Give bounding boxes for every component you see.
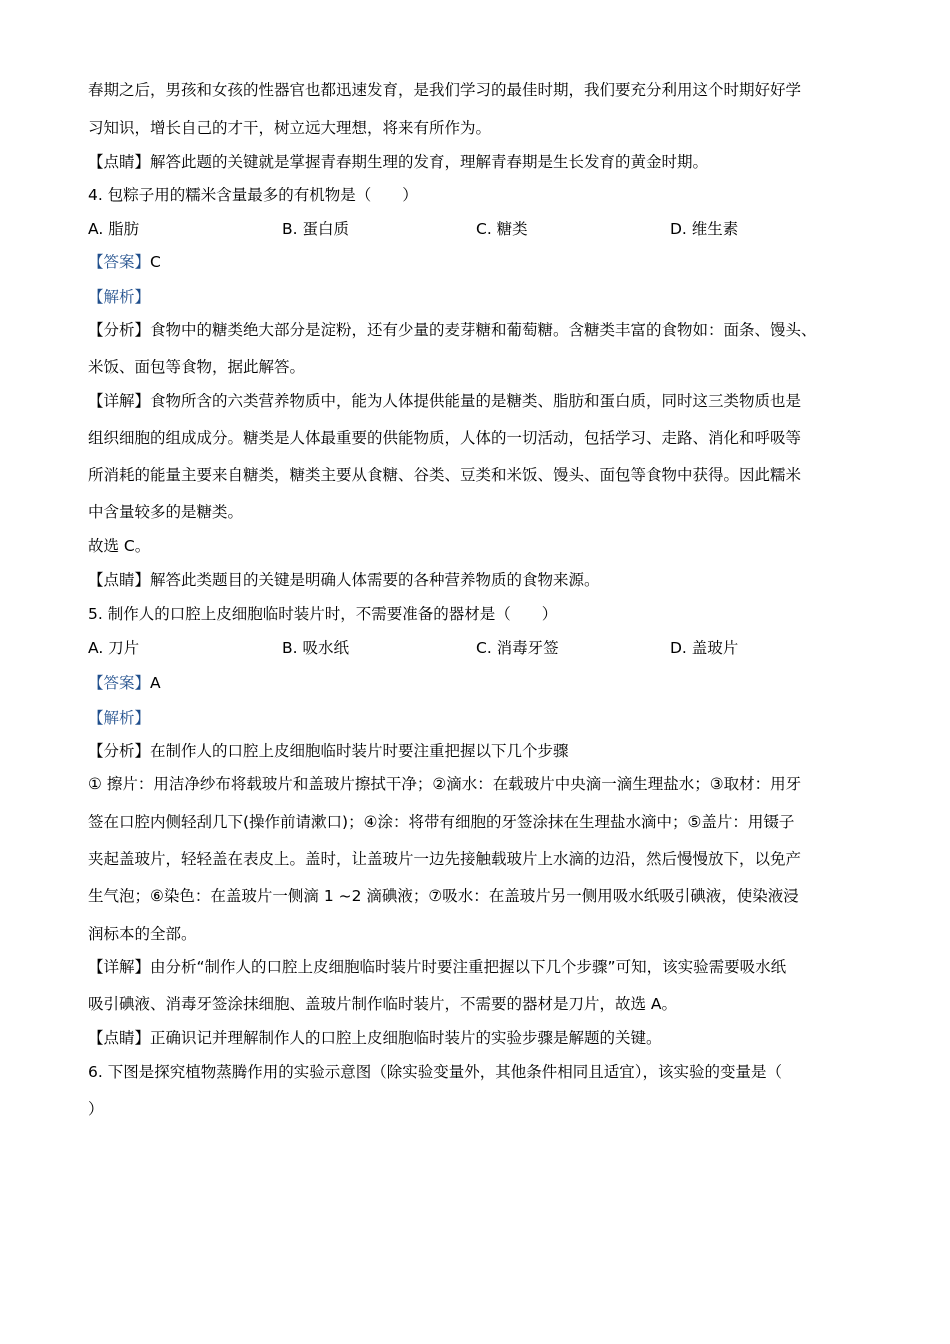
paragraph-line: 所消耗的能量主要来自糖类，糖类主要从食糖、谷类、豆类和米饭、馒头、面包等食物中获得。因此糯米 [88, 466, 802, 484]
q5-option-a: A. 刀片 [88, 639, 140, 657]
q4-option-b: B. 蛋白质 [282, 220, 349, 238]
fenxi-tag: 【分析】 [88, 321, 151, 339]
q5-dianjing: 【点睛】正确识记并理解制作人的口腔上皮细胞临时装片的实验步骤是解题的关键。 [88, 1029, 662, 1047]
paragraph-line: 米饭、面包等食物，据此解答。 [88, 358, 306, 376]
answer-tag: 【答案】 [88, 674, 151, 692]
q5-jiexi-tag: 【解析】 [88, 709, 151, 727]
answer-tag: 【答案】 [88, 253, 151, 271]
dianjing-tag: 【点睛】 [88, 153, 151, 171]
paragraph-line: 春期之后，男孩和女孩的性器官也都迅速发育，是我们学习的最佳时期，我们要充分利用这个时期好好学 [88, 81, 802, 99]
question-6-stem: 6. 下图是探究植物蒸腾作用的实验示意图（除实验变量外，其他条件相同且适宜），该实验的变量是（ [88, 1063, 782, 1081]
paragraph-line: 组织细胞的组成成分。糖类是人体最重要的供能物质，人体的一切活动，包括学习、走路、消化和呼吸等 [88, 429, 802, 447]
q4-jiexi-tag: 【解析】 [88, 288, 151, 306]
fenxi-tag: 【分析】 [88, 742, 151, 760]
q4-dianjing: 【点睛】解答此类题目的关键是明确人体需要的各种营养物质的食物来源。 [88, 571, 600, 589]
q4-fenxi: 【分析】食物中的糖类绝大部分是淀粉，还有少量的麦芽糖和葡萄糖。含糖类丰富的食物如：面条、馒头、 [88, 321, 817, 339]
xiangjie-tag: 【详解】 [88, 392, 151, 410]
q4-option-a: A. 脂肪 [88, 220, 140, 238]
paragraph-line: 吸引碘液、消毒牙签涂抹细胞、盖玻片制作临时装片，不需要的器材是刀片，故选 A。 [88, 995, 678, 1013]
q4-option-c: C. 糖类 [476, 220, 528, 238]
paragraph-line: 签在口腔内侧轻刮几下(操作前请漱口)；④涂：将带有细胞的牙签涂抹在生理盐水滴中；⑤盖片：用镊子 [88, 813, 795, 831]
q5-option-c: C. 消毒牙签 [476, 639, 559, 657]
q4-choice: 故选 C。 [88, 537, 151, 555]
paragraph-line: 润标本的全部。 [88, 925, 197, 943]
paragraph-line: 生气泡；⑥染色：在盖玻片一侧滴 1 ~2 滴碘液；⑦吸水：在盖玻片另一侧用吸水纸吸引碘液，使染液浸 [88, 887, 799, 905]
dianjing-paragraph: 【点睛】解答此题的关键就是掌握青春期生理的发育，理解青春期是生长发育的黄金时期。 [88, 153, 709, 171]
paragraph-line: 中含量较多的是糖类。 [88, 503, 244, 521]
paragraph-line: 夹起盖玻片，轻轻盖在表皮上。盖时，让盖玻片一边先接触载玻片上水滴的边沿，然后慢慢放下，以免产 [88, 850, 802, 868]
q4-xiangjie: 【详解】食物所含的六类营养物质中，能为人体提供能量的是糖类、脂肪和蛋白质，同时这三类物质也是 [88, 392, 802, 410]
question-5-stem: 5. 制作人的口腔上皮细胞临时装片时，不需要准备的器材是（ ） [88, 605, 558, 623]
q4-answer: 【答案】C [88, 253, 161, 271]
q4-option-d: D. 维生素 [670, 220, 739, 238]
q5-option-d: D. 盖玻片 [670, 639, 739, 657]
paragraph-line: ① 擦片：用洁净纱布将载玻片和盖玻片擦拭干净；②滴水：在载玻片中央滴一滴生理盐水；③取材：用牙 [88, 775, 802, 793]
dianjing-tag: 【点睛】 [88, 1029, 151, 1047]
q5-answer: 【答案】A [88, 674, 161, 692]
q5-option-b: B. 吸水纸 [282, 639, 349, 657]
paragraph-line: 习知识，增长自己的才干，树立远大理想，将来有所作为。 [88, 119, 492, 137]
question-6-stem-continued: ） [88, 1100, 104, 1118]
question-4-stem: 4. 包粽子用的糯米含量最多的有机物是（ ） [88, 186, 418, 204]
dianjing-tag: 【点睛】 [88, 571, 151, 589]
q5-fenxi: 【分析】在制作人的口腔上皮细胞临时装片时要注重把握以下几个步骤 [88, 742, 569, 760]
q5-xiangjie: 【详解】由分析“制作人的口腔上皮细胞临时装片时要注重把握以下几个步骤”可知，该实验需要吸水纸 [88, 958, 787, 976]
xiangjie-tag: 【详解】 [88, 958, 151, 976]
